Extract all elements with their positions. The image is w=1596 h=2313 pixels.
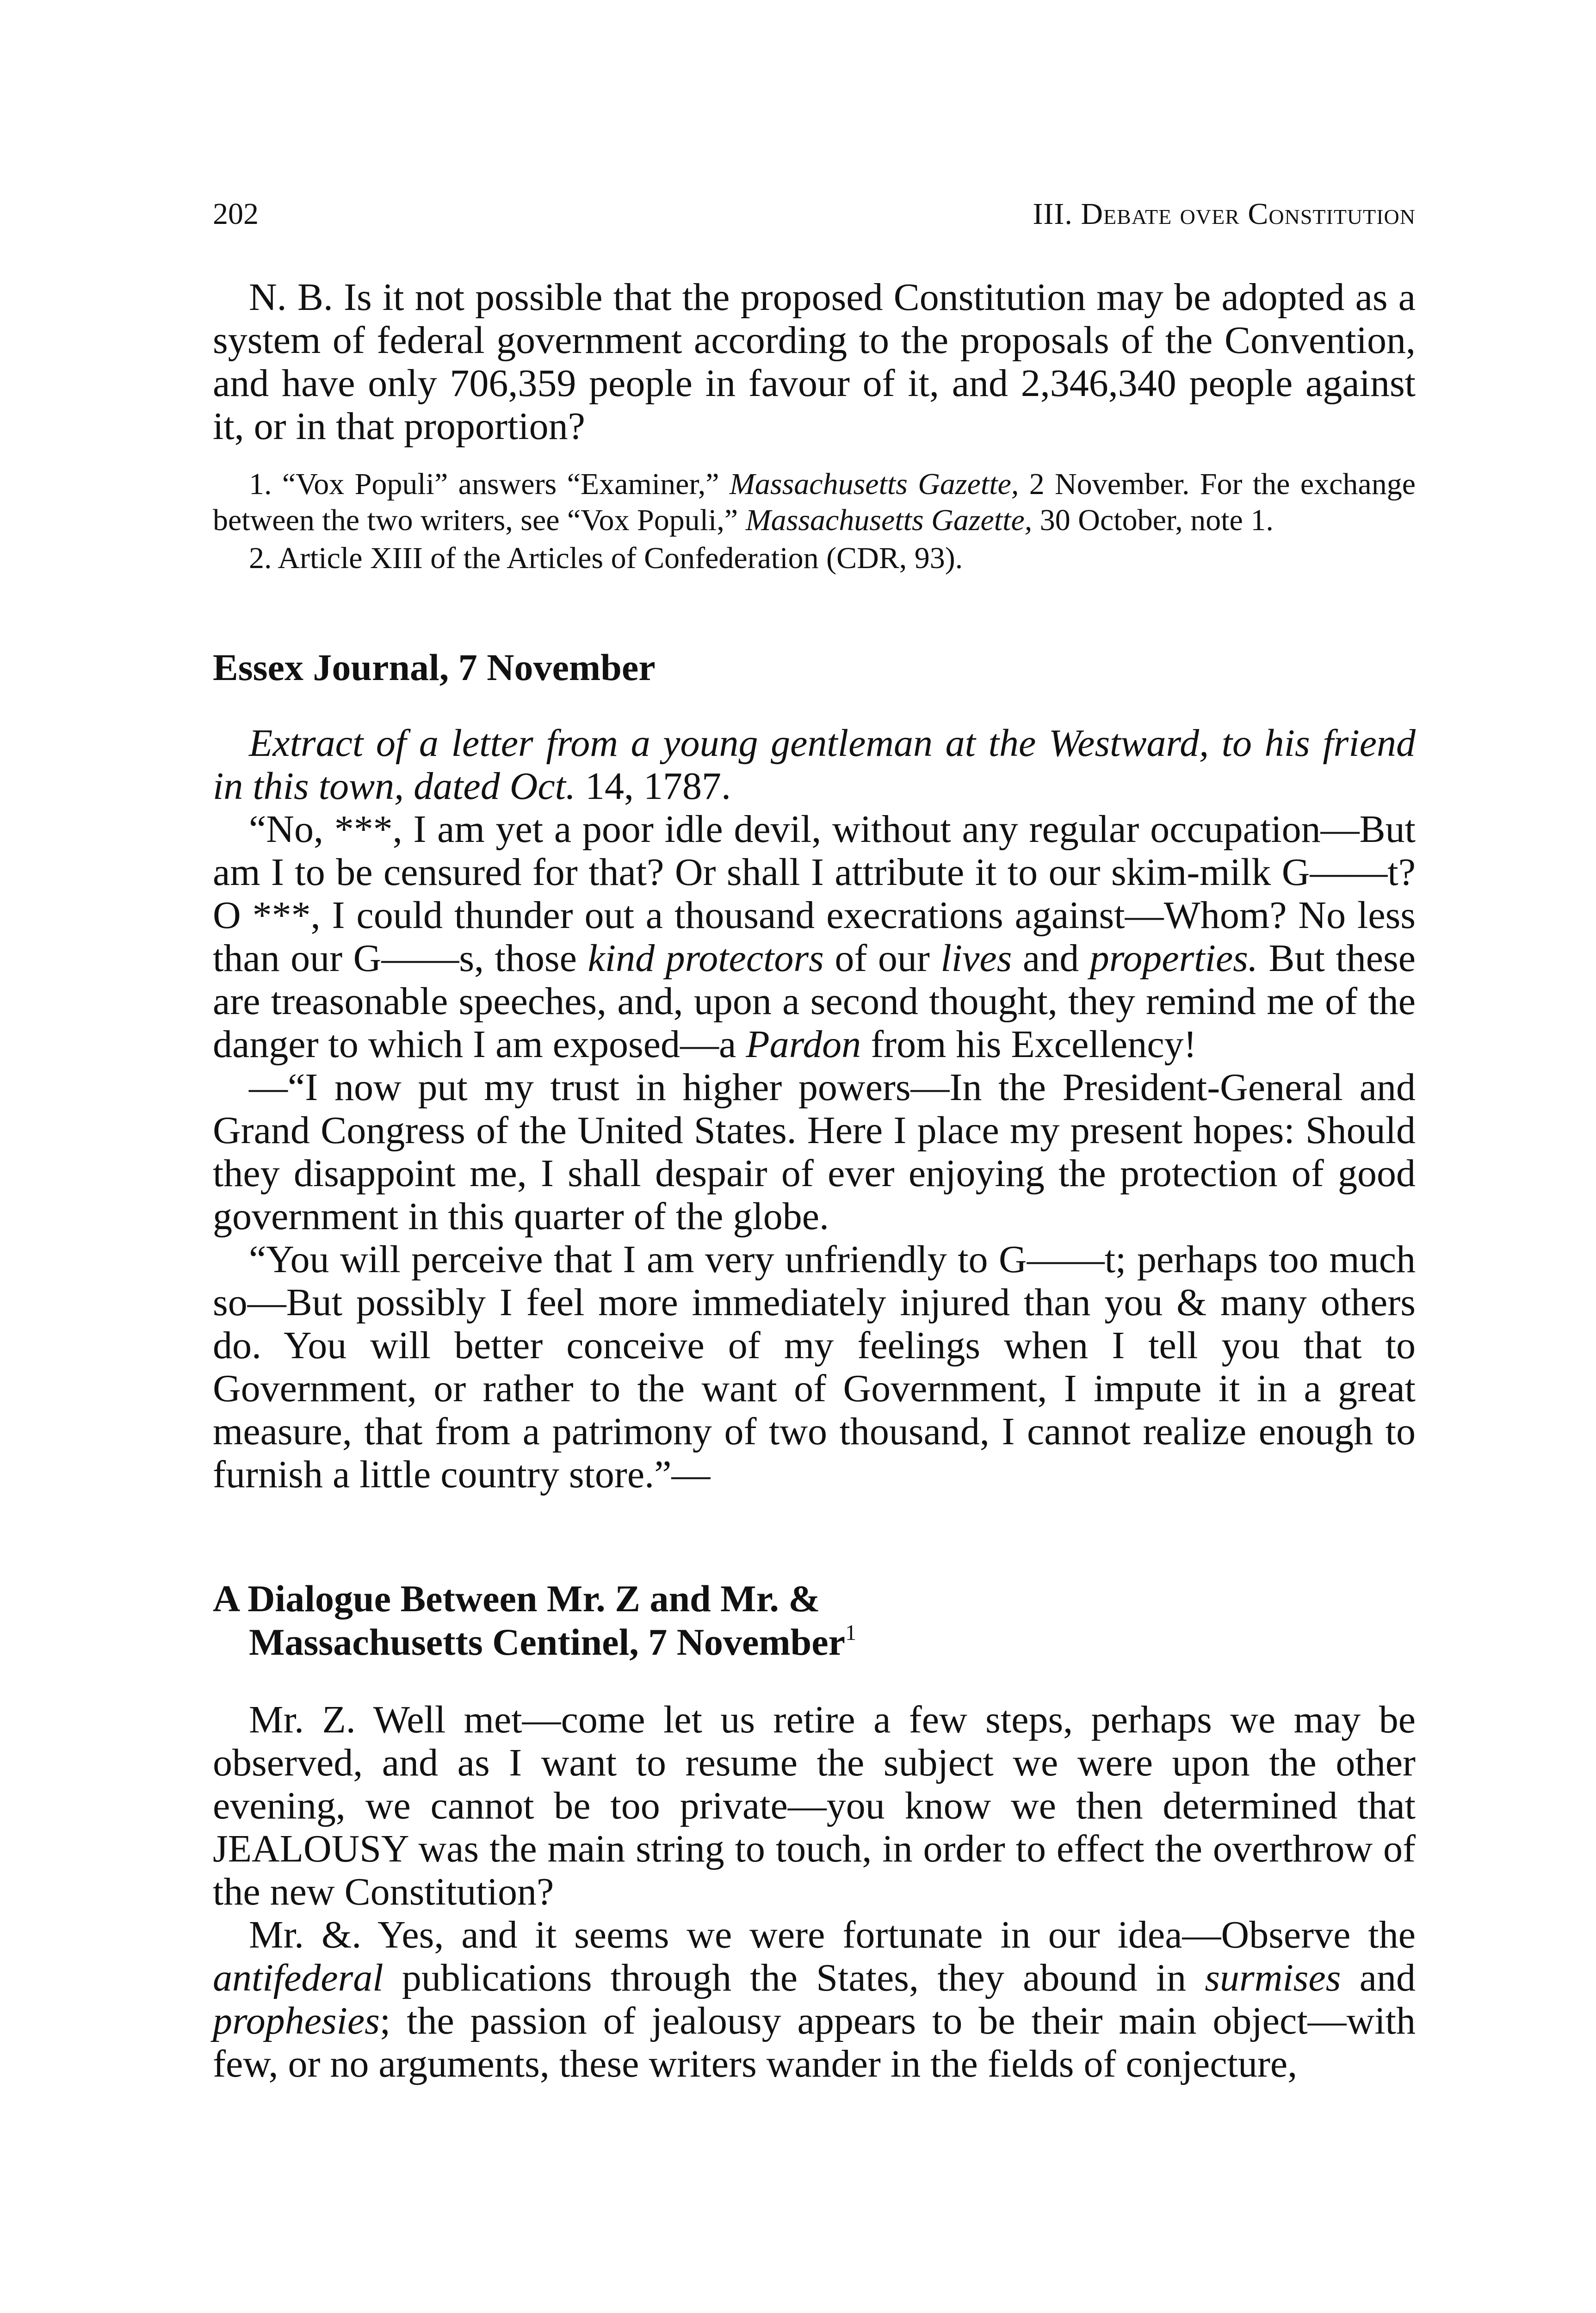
dialogue-heading-line-2: Massachusetts Centinel, 7 November$^1$ — [249, 1620, 857, 1663]
nb-paragraph: N. B. Is it not possible that the proposed Constitution may be adopted as a system of federal government according to the proposals of the Convention, and have only 706,359 people in favour of it, and 2,346,340 people against it, or in that proportion? — [213, 276, 1416, 448]
dialogue-heading — [213, 1577, 1416, 1664]
essex-journal-body — [213, 722, 1416, 1496]
dialogue-paragraph-1: Mr. Z. Well met—come let us retire a few steps, perhaps we may be observed, and as I want to resume the subject we were upon the other evening, we cannot be too private—you know we then determined that JEALOUSY was the main string to touch, in order to effect the overthrow of the new Constitution? — [213, 1698, 1416, 1913]
endnotes — [213, 466, 1416, 576]
essex-paragraph-1: “No, ***, I am yet a poor idle devil, without any regular occupation—But am I to be censured for that? Or shall I attribute it to our skim-milk G——t? O ***, I could thunder out a thousand execrations against—Whom? No less than our G——s, those kind protectors of our lives and properties. But these are treasonable speeches, and, upon a second thought, they remind me of the danger to which I am exposed—a Pardon from his Excellency! — [213, 808, 1416, 1066]
footnote-ref: 1 — [845, 1620, 857, 1645]
essex-intro: Extract of a letter from a young gentleman at the Westward, to his friend in this town, dated Oct. 14, 1787. — [213, 722, 1416, 808]
note-1: 1. “Vox Populi” answers “Examiner,” Massachusetts Gazette, 2 November. For the exchange between the two writers, see “Vox Populi,” Massachusetts Gazette, 30 October, note 1. — [213, 467, 1416, 537]
note-2: 2. Article XIII of the Articles of Confederation (CDR, 93). — [249, 541, 963, 575]
running-title: III. Debate over Constitution — [1033, 197, 1416, 231]
dialogue-body — [213, 1698, 1416, 2085]
document-page — [213, 199, 1416, 2085]
page-number: 202 — [213, 197, 259, 231]
essex-journal-heading: Essex Journal, 7 November — [213, 646, 656, 688]
essex-paragraph-3: “You will perceive that I am very unfriendly to G——t; perhaps too much so—But possibly I feel more immediately injured than you & many others do. You will better conceive of my feelings when I tell you that to Government, or rather to the want of Government, I impute it in a great measure, that from a patrimony of two thousand, I cannot realize enough to furnish a little country store.”— — [213, 1238, 1416, 1496]
dialogue-heading-line-1: A Dialogue Between Mr. Z and Mr. & — [213, 1577, 820, 1620]
running-head — [213, 199, 1416, 250]
nb-block — [213, 276, 1416, 448]
dialogue-paragraph-2: Mr. &. Yes, and it seems we were fortunate in our idea—Observe the antifederal publications through the States, they abound in surmises and prophesies; the passion of jealousy appears to be their main object—with few, or no arguments, these writers wander in the fields of conjecture, — [213, 1913, 1416, 2085]
essex-paragraph-2: —“I now put my trust in higher powers—In the President-General and Grand Congress of the United States. Here I place my present hopes: Should they disappoint me, I shall despair of ever enjoying the protection of good government in this quarter of the globe. — [213, 1066, 1416, 1238]
